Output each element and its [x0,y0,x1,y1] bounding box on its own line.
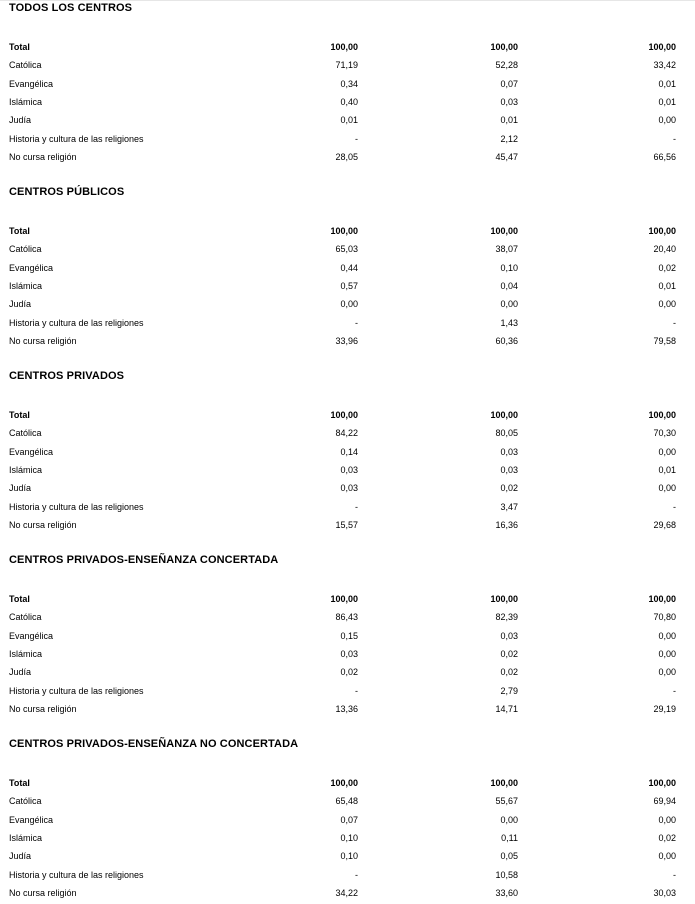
value-col-1: 0,44 [340,262,358,273]
value-col-1: 33,96 [335,336,358,347]
value-col-1: 0,57 [340,281,358,292]
value-col-1: 0,10 [340,833,358,844]
value-col-3: 20,40 [653,244,676,255]
table-row [0,849,695,867]
table-row [0,297,695,315]
value-col-3: - [673,685,676,696]
value-col-3: 33,42 [653,60,676,71]
value-col-3: 0,00 [658,483,676,494]
value-col-1: 100,00 [330,778,358,788]
value-col-2: 0,02 [500,667,518,678]
section-title: CENTROS PRIVADOS-ENSEÑANZA CONCERTADA [9,554,279,566]
value-col-1: 65,48 [335,796,358,807]
value-col-1: 0,34 [340,78,358,89]
value-col-2: 16,36 [495,520,518,531]
value-col-3: - [673,501,676,512]
row-label: Judía [9,483,32,494]
row-label: Total [9,42,30,52]
value-col-1: 0,40 [340,97,358,108]
value-col-2: 14,71 [495,704,518,715]
table-row [0,463,695,481]
value-col-2: 0,10 [500,262,518,273]
value-col-3: 0,01 [658,78,676,89]
table-row-total [0,408,695,426]
table-row [0,610,695,628]
row-label: Islámica [9,281,43,292]
value-col-2: 0,07 [500,78,518,89]
row-label: Evangélica [9,630,54,641]
value-col-2: 0,03 [500,446,518,457]
row-label: Católica [9,612,42,623]
table-row-total [0,776,695,794]
table-row [0,113,695,131]
table-row [0,794,695,812]
value-col-3: 0,01 [658,281,676,292]
table-row [0,95,695,113]
value-col-2: 2,79 [500,685,518,696]
value-col-1: 0,01 [340,115,358,126]
row-label: Historia y cultura de las religiones [9,317,144,328]
table-row [0,684,695,702]
row-label: Total [9,226,30,236]
value-col-3: 100,00 [648,226,676,236]
row-label: Islámica [9,833,43,844]
row-label: Historia y cultura de las religiones [9,685,144,696]
row-label: Historia y cultura de las religiones [9,133,144,144]
table-row [0,702,695,720]
row-label: Islámica [9,649,43,660]
value-col-2: 1,43 [500,317,518,328]
value-col-3: 100,00 [648,410,676,420]
value-col-2: 100,00 [490,42,518,52]
row-label: No cursa religión [9,704,77,715]
value-col-1: - [355,685,358,696]
value-col-2: 33,60 [495,888,518,899]
row-label: No cursa religión [9,336,77,347]
value-col-1: 0,03 [340,649,358,660]
row-label: Evangélica [9,78,54,89]
value-col-3: 0,00 [658,649,676,660]
section-title: CENTROS PRIVADOS [9,370,125,382]
value-col-3: 29,68 [653,520,676,531]
value-col-3: 66,56 [653,152,676,163]
value-col-2: 0,03 [500,630,518,641]
value-col-2: 0,11 [501,833,518,844]
data-table [0,592,695,720]
row-label: Católica [9,796,42,807]
value-col-3: 0,01 [658,97,676,108]
value-col-3: 0,00 [658,851,676,862]
table-row [0,316,695,334]
table-row [0,665,695,683]
row-label: Total [9,594,30,604]
row-label: Islámica [9,465,43,476]
value-col-2: 10,58 [495,869,518,880]
value-col-2: 0,02 [500,483,518,494]
value-col-1: 0,03 [340,483,358,494]
value-col-1: 0,14 [340,446,358,457]
row-label: Católica [9,428,42,439]
value-col-1: 100,00 [330,594,358,604]
table-row [0,813,695,831]
value-col-3: 100,00 [648,594,676,604]
value-col-1: 0,00 [340,299,358,310]
value-col-3: - [673,133,676,144]
table-row [0,334,695,352]
value-col-1: - [355,317,358,328]
value-col-1: 84,22 [335,428,358,439]
value-col-3: 0,00 [658,299,676,310]
data-table [0,224,695,352]
value-col-1: 0,02 [340,667,358,678]
value-col-1: - [355,501,358,512]
row-label: Historia y cultura de las religiones [9,869,144,880]
value-col-2: 82,39 [495,612,518,623]
value-col-1: 100,00 [330,42,358,52]
value-col-1: 13,36 [335,704,358,715]
table-row [0,261,695,279]
value-col-1: 15,57 [335,520,358,531]
value-col-3: 0,00 [658,115,676,126]
value-col-3: 0,00 [658,667,676,678]
value-col-1: 86,43 [335,612,358,623]
data-table [0,408,695,536]
data-table [0,776,695,904]
value-col-3: 0,00 [658,630,676,641]
row-label: Evangélica [9,446,54,457]
row-label: Judía [9,115,32,126]
data-table [0,40,695,168]
row-label: Total [9,778,30,788]
table-row [0,132,695,150]
value-col-2: 0,05 [500,851,518,862]
row-label: Judía [9,299,32,310]
row-label: Judía [9,851,32,862]
value-col-3: 0,00 [658,446,676,457]
value-col-1: 65,03 [335,244,358,255]
value-col-3: 0,01 [658,465,676,476]
value-col-3: 100,00 [648,42,676,52]
value-col-2: 100,00 [490,226,518,236]
row-label: Judía [9,667,32,678]
value-col-2: 100,00 [490,410,518,420]
table-row [0,150,695,168]
table-row-total [0,40,695,58]
value-col-2: 0,02 [500,649,518,660]
value-col-3: 70,80 [653,612,676,623]
table-row-total [0,592,695,610]
value-col-1: 0,07 [340,814,358,825]
table-row [0,58,695,76]
value-col-2: 38,07 [495,244,518,255]
value-col-1: 0,10 [340,851,358,862]
value-col-1: 100,00 [330,410,358,420]
value-col-2: 55,67 [495,796,518,807]
value-col-2: 2,12 [500,133,518,144]
value-col-3: 70,30 [653,428,676,439]
value-col-1: 34,22 [335,888,358,899]
value-col-1: - [355,133,358,144]
value-col-1: 28,05 [335,152,358,163]
value-col-2: 0,03 [500,465,518,476]
value-col-3: 0,00 [658,814,676,825]
row-label: No cursa religión [9,152,77,163]
value-col-2: 3,47 [500,501,518,512]
table-row [0,629,695,647]
value-col-2: 0,03 [500,97,518,108]
value-col-2: 80,05 [495,428,518,439]
table-row [0,426,695,444]
table-row [0,886,695,904]
row-label: Historia y cultura de las religiones [9,501,144,512]
value-col-3: 100,00 [648,778,676,788]
section-title: TODOS LOS CENTROS [9,2,133,14]
section-title: CENTROS PÚBLICOS [9,186,125,198]
row-label: Católica [9,244,42,255]
value-col-2: 60,36 [495,336,518,347]
value-col-1: 100,00 [330,226,358,236]
value-col-3: - [673,869,676,880]
table-row [0,518,695,536]
row-label: Islámica [9,97,43,108]
value-col-2: 45,47 [495,152,518,163]
value-col-1: - [355,869,358,880]
table-row [0,500,695,518]
value-col-2: 100,00 [490,778,518,788]
value-col-3: 29,19 [653,704,676,715]
table-row [0,242,695,260]
row-label: Total [9,410,30,420]
row-label: Evangélica [9,814,54,825]
value-col-2: 0,01 [500,115,518,126]
value-col-2: 0,04 [500,281,518,292]
row-label: No cursa religión [9,520,77,531]
value-col-3: 0,02 [658,262,676,273]
value-col-1: 71,19 [335,60,358,71]
value-col-3: 69,94 [653,796,676,807]
value-col-3: 30,03 [653,888,676,899]
value-col-1: 0,15 [340,630,358,641]
row-label: Católica [9,60,42,71]
row-label: Evangélica [9,262,54,273]
value-col-1: 0,03 [340,465,358,476]
value-col-3: 79,58 [653,336,676,347]
row-label: No cursa religión [9,888,77,899]
section-title: CENTROS PRIVADOS-ENSEÑANZA NO CONCERTADA [9,738,299,750]
table-row [0,279,695,297]
table-row [0,647,695,665]
value-col-3: - [673,317,676,328]
table-row [0,868,695,886]
table-row-total [0,224,695,242]
value-col-3: 0,02 [658,833,676,844]
table-row [0,445,695,463]
table-row [0,831,695,849]
table-row [0,77,695,95]
value-col-2: 0,00 [500,814,518,825]
value-col-2: 0,00 [500,299,518,310]
table-row [0,481,695,499]
value-col-2: 52,28 [495,60,518,71]
value-col-2: 100,00 [490,594,518,604]
